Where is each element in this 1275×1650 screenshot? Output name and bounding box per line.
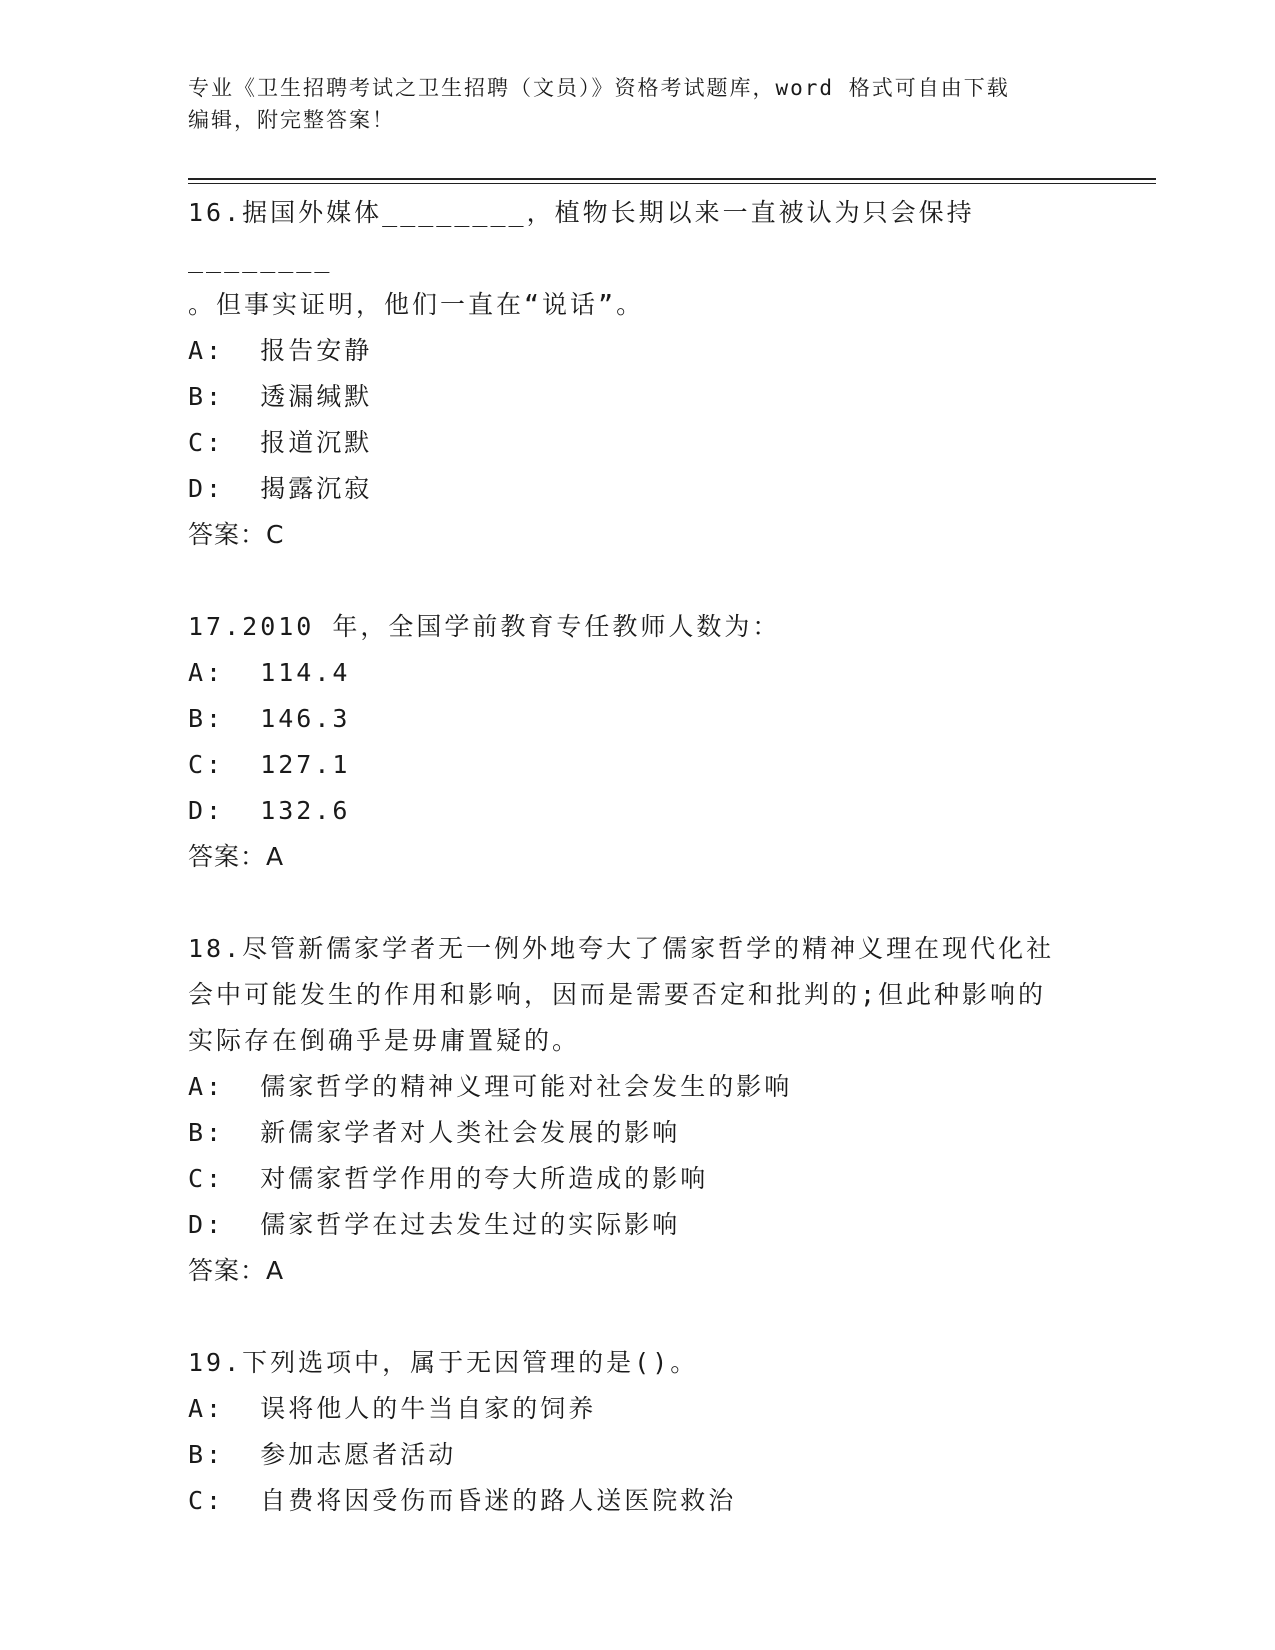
question-stem: 16.据国外媒体________，植物长期以来一直被认为只会保持________ [188, 198, 975, 273]
question-stem: 。但事实证明，他们一直在“说话”。 [188, 290, 645, 319]
option-a: A: 114.4 [188, 658, 351, 687]
header-rule-thick [188, 178, 1156, 180]
header-line-1: 专业《卫生招聘考试之卫生招聘（文员）》资格考试题库，word 格式可自由下载 [188, 76, 1010, 100]
document-header [188, 72, 1068, 136]
option-b: B: 透漏缄默 [188, 382, 373, 411]
option-c: C: 自费将因受伤而昏迷的路人送医院救治 [188, 1486, 737, 1515]
question-list [188, 190, 1088, 1524]
option-d: D: 揭露沉寂 [188, 474, 373, 503]
answer: 答案：A [188, 1256, 285, 1285]
option-a: A: 误将他人的牛当自家的饲养 [188, 1394, 597, 1423]
option-a: A: 报告安静 [188, 336, 373, 365]
question-19 [188, 1340, 1088, 1524]
option-b: B: 新儒家学者对人类社会发展的影响 [188, 1118, 681, 1147]
option-d: D: 儒家哲学在过去发生过的实际影响 [188, 1210, 681, 1239]
question-18 [188, 926, 1088, 1294]
option-a: A: 儒家哲学的精神义理可能对社会发生的影响 [188, 1072, 793, 1101]
question-16 [188, 190, 1088, 558]
answer: 答案：A [188, 842, 285, 871]
option-c: C: 127.1 [188, 750, 351, 779]
option-c: C: 报道沉默 [188, 428, 373, 457]
header-line-2: 编辑，附完整答案！ [188, 108, 395, 132]
option-c: C: 对儒家哲学作用的夸大所造成的影响 [188, 1164, 709, 1193]
question-stem: 实际存在倒确乎是毋庸置疑的。 [188, 1026, 581, 1055]
question-stem: 19.下列选项中，属于无因管理的是()。 [188, 1348, 699, 1377]
question-stem: 18.尽管新儒家学者无一例外地夸大了儒家哲学的精神义理在现代化社 [188, 934, 1055, 963]
option-b: B: 参加志愿者活动 [188, 1440, 457, 1469]
option-d: D: 132.6 [188, 796, 351, 825]
question-stem: 17.2010 年，全国学前教育专任教师人数为： [188, 612, 781, 641]
option-b: B: 146.3 [188, 704, 351, 733]
question-17 [188, 604, 1088, 880]
header-rule-thin [188, 183, 1156, 184]
answer: 答案：C [188, 520, 285, 549]
question-stem: 会中可能发生的作用和影响，因而是需要否定和批判的;但此种影响的 [188, 980, 1047, 1009]
